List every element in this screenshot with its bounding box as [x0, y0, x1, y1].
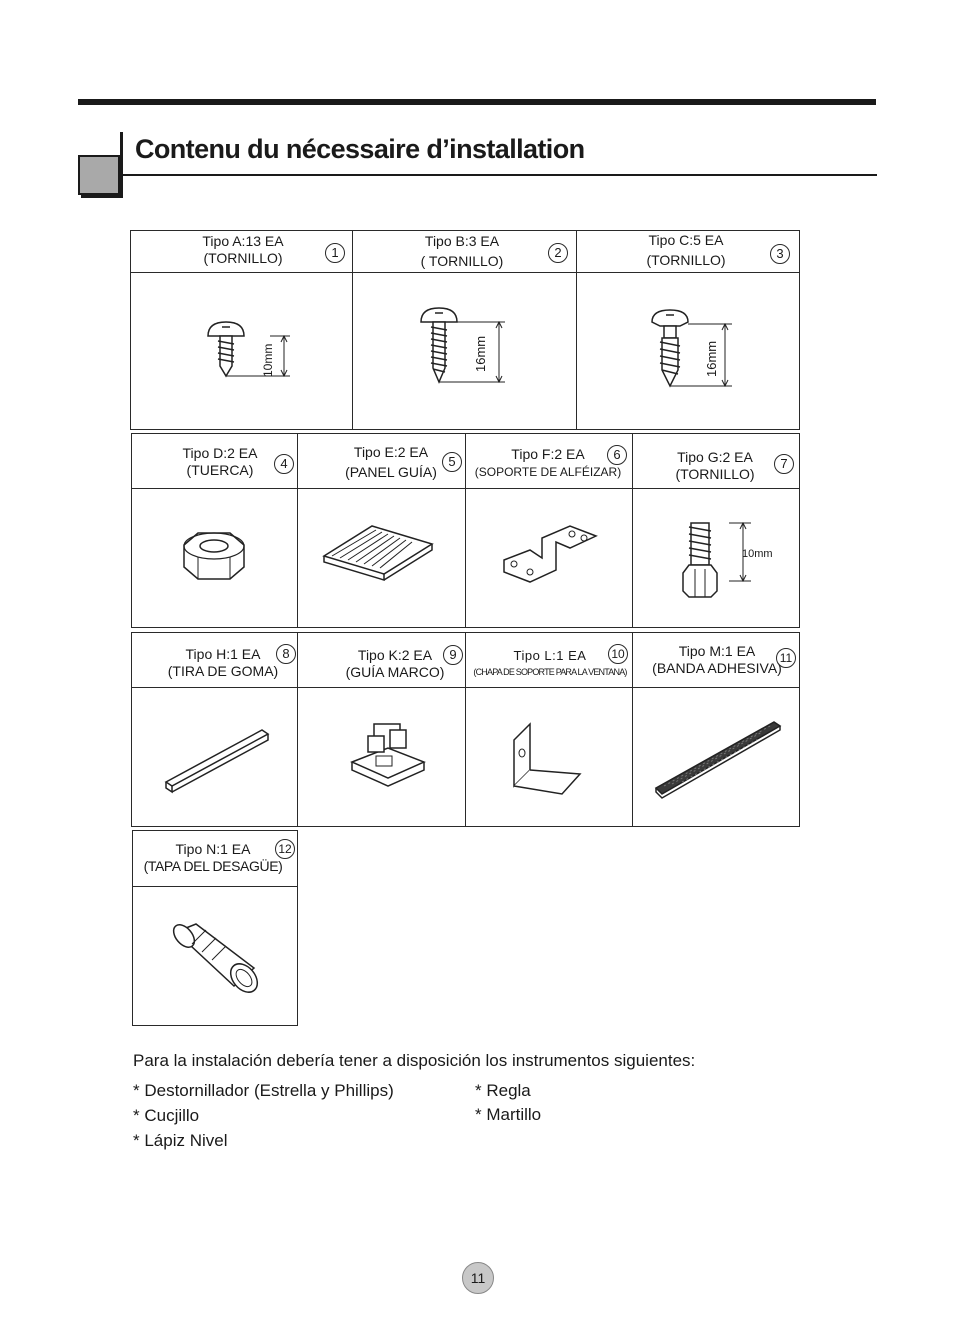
part-label-6: Tipo F:2 EA (SOPORTE DE ALFÉIZAR) [474, 446, 622, 479]
guide-panel-icon [320, 520, 440, 580]
page-title: Contenu du nécessaire d’installation [135, 134, 585, 164]
dimension-label: 10mm [742, 548, 773, 560]
tool-item: * Cucjillo [133, 1106, 200, 1125]
frame-guide-icon [348, 718, 428, 790]
part-number-10: 10 [608, 644, 628, 664]
part-label-5: Tipo E:2 EA (PANEL GUÍA) [345, 444, 437, 480]
part-label-4: Tipo D:2 EA (TUERCA) [182, 445, 258, 478]
title-underline [120, 174, 877, 176]
tools-intro: Para la instalación debería tener a disposición los instrumentos siguientes: [133, 1051, 696, 1070]
part-label-9: Tipo K:2 EA (GUÍA MARCO) [345, 647, 445, 680]
part-label-1: Tipo A:13 EA (TORNILLO) [202, 233, 284, 266]
part-number-4: 4 [274, 454, 294, 474]
rubber-strip-icon [162, 726, 272, 796]
nut-icon [180, 525, 250, 585]
bolt-icon [675, 515, 765, 605]
part-label-11: Tipo M:1 EA (BANDA ADHESIVA) [652, 643, 782, 676]
part-number-12: 12 [275, 839, 295, 859]
part-label-10: Tipo L:1 EA (CHAPA DE SOPORTE PARA LA VENTANA) [473, 648, 627, 677]
part-number-6: 6 [607, 445, 627, 465]
part-number-5: 5 [442, 452, 462, 472]
title-marker [78, 155, 120, 195]
sill-bracket-icon [500, 520, 600, 590]
part-number-8: 8 [276, 644, 296, 664]
tool-item: * Regla [475, 1081, 531, 1100]
angle-bracket-icon [510, 720, 585, 800]
page-number: 11 [462, 1262, 494, 1294]
part-number-11: 11 [776, 648, 796, 668]
screw-icon [415, 306, 515, 386]
part-label-3: Tipo C:5 EA (TORNILLO) [646, 232, 726, 268]
dimension-label: 10mm [261, 343, 275, 377]
screw-icon [200, 318, 300, 388]
part-label-12: Tipo N:1 EA (TAPA DEL DESAGÜE) [143, 841, 283, 874]
screw-icon [648, 308, 748, 388]
dimension-label: 16mm [473, 335, 488, 372]
top-rule [78, 99, 876, 105]
dimension-label: 16mm [704, 340, 719, 377]
part-number-1: 1 [325, 243, 345, 263]
title-divider [120, 132, 123, 194]
tool-item: * Lápiz Nivel [133, 1131, 228, 1150]
adhesive-band-icon [652, 718, 784, 800]
tool-item: * Martillo [475, 1105, 542, 1124]
part-label-8: Tipo H:1 EA (TIRA DE GOMA) [167, 646, 279, 679]
part-number-2: 2 [548, 243, 568, 263]
drain-cap-icon [166, 922, 262, 998]
part-number-7: 7 [774, 454, 794, 474]
part-label-7: Tipo G:2 EA (TORNILLO) [675, 449, 755, 482]
part-number-9: 9 [443, 645, 463, 665]
part-label-2: Tipo B:3 EA ( TORNILLO) [420, 233, 504, 269]
tool-item: * Destornillador (Estrella y Phillips) [133, 1081, 394, 1100]
part-number-3: 3 [770, 244, 790, 264]
